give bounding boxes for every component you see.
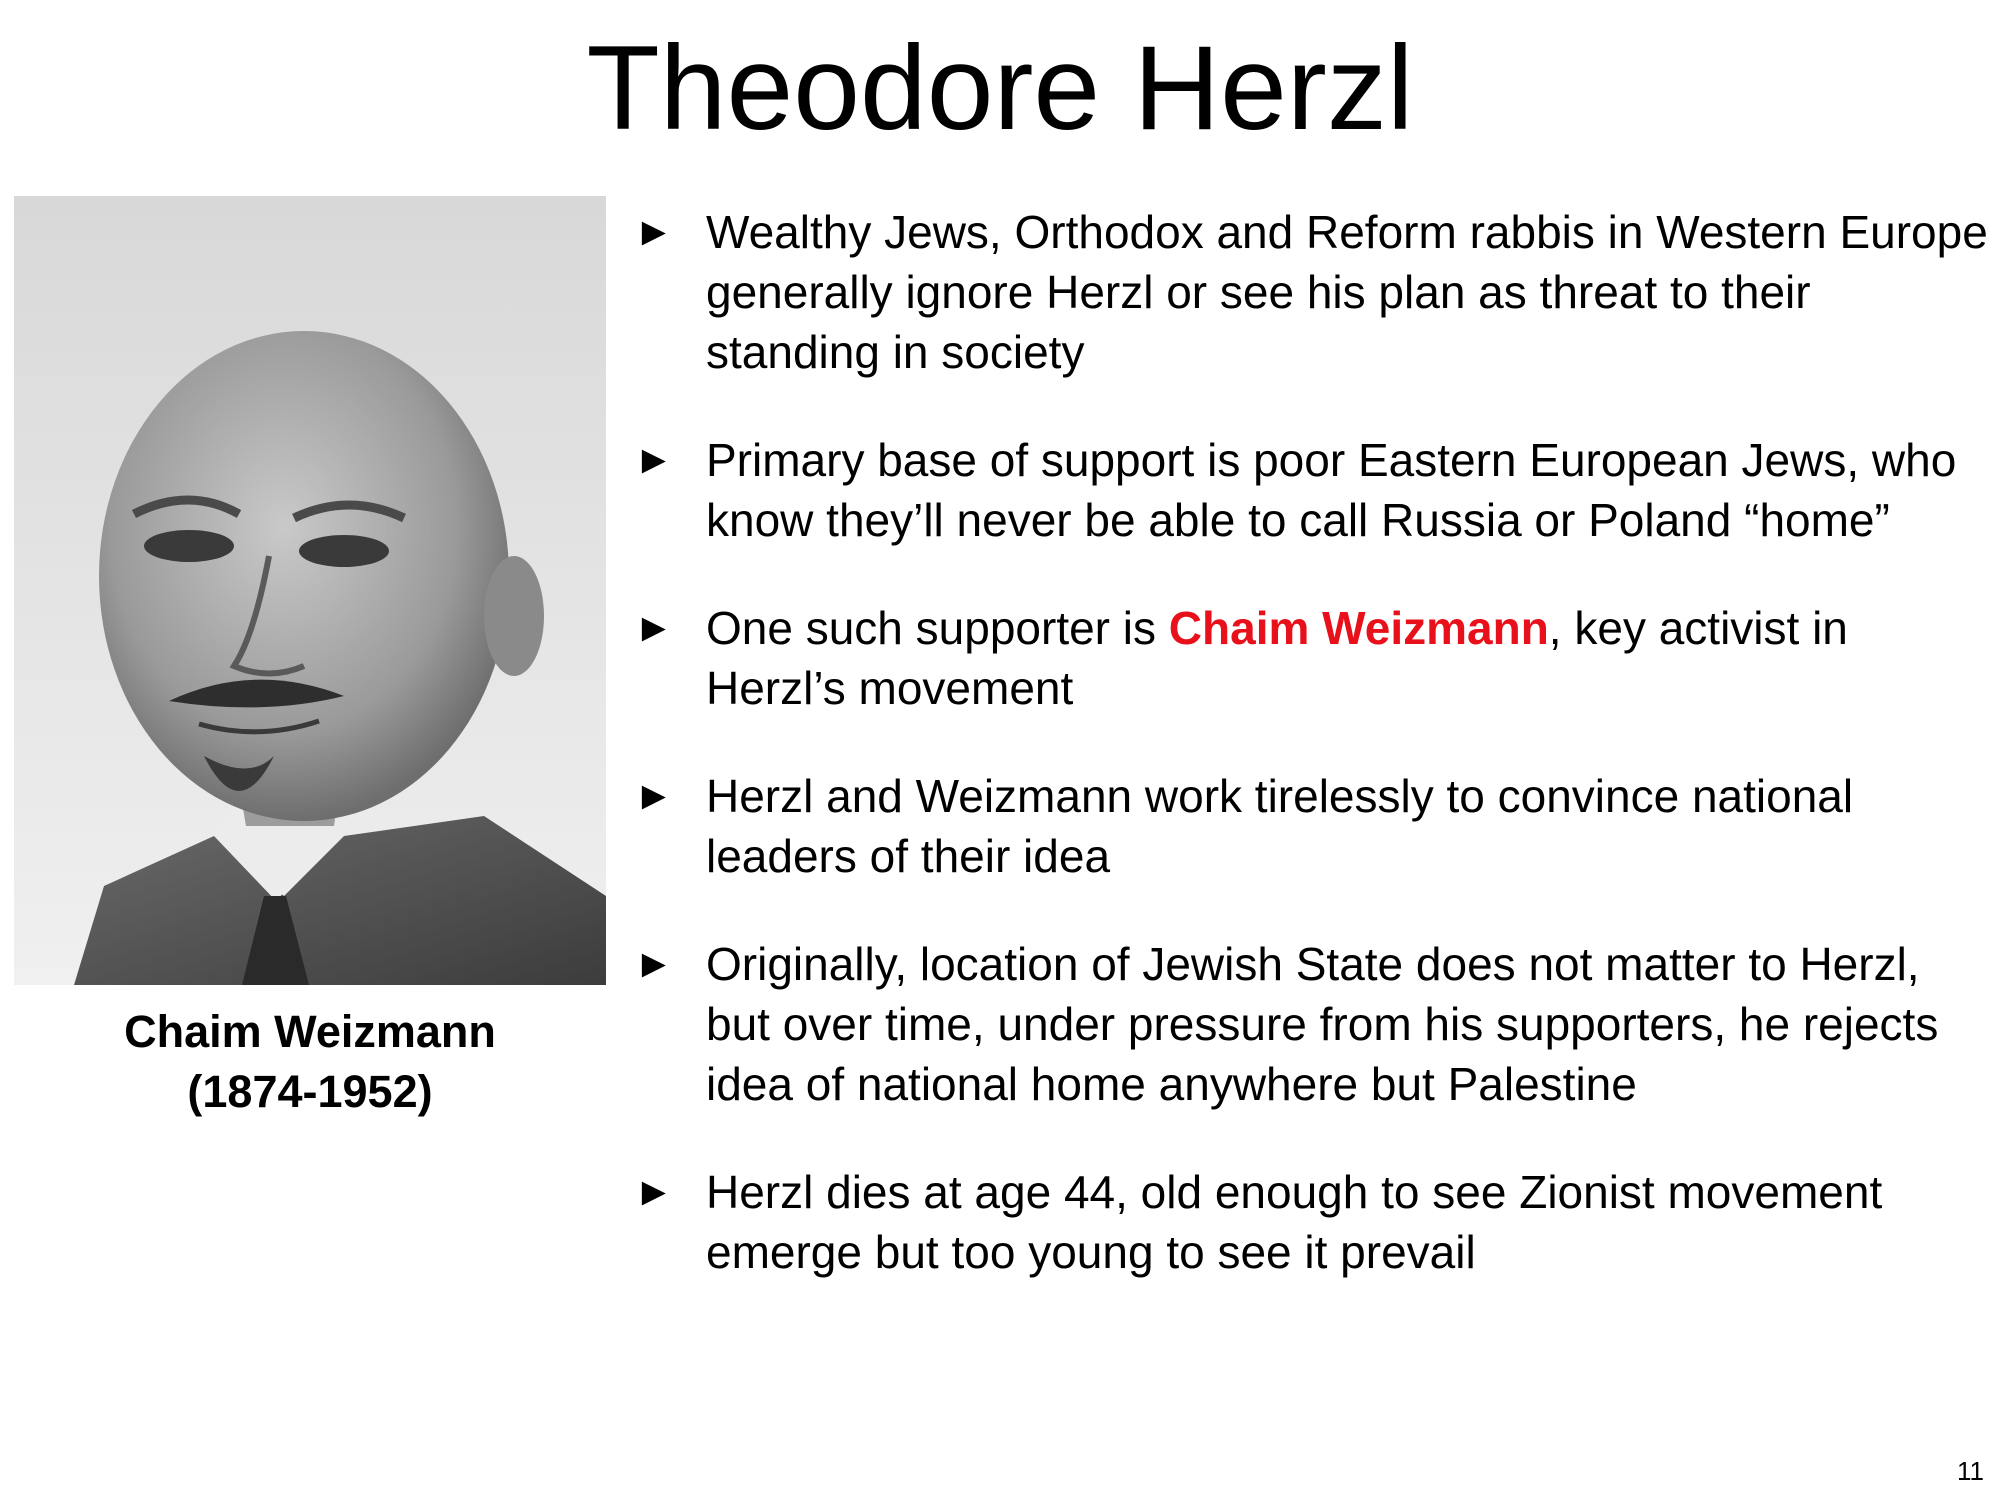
bullet-text [706,602,1848,714]
caption-name: Chaim Weizmann [124,1006,496,1057]
bullet-text: Wealthy Jews, Orthodox and Reform rabbis in Western Europe generally ignore Herzl or see his plan as threat to their standing in society [706,206,1988,378]
bullet-text: Primary base of support is poor Eastern European Jews, who know they’ll never be able to call Russia or Poland “home” [706,434,1957,546]
bullet-arrow-icon: ► [634,1170,674,1214]
bullet-text-before: One such supporter is [706,602,1169,654]
bullet-text: Originally, location of Jewish State does not matter to Herzl, but over time, under pressure from his supporters, he rejects idea of national home anywhere but Palestine [706,938,1939,1110]
caption-years: (1874-1952) [187,1066,433,1117]
bullet-arrow-icon: ► [634,774,674,818]
portrait-photo [14,196,606,985]
page-number: 11 [1957,1456,1984,1486]
bullet-item [634,766,1994,886]
bullet-text-after: , key activist in Herzl’s movement [706,602,1848,714]
bullet-item [634,1162,1994,1282]
bullet-arrow-icon: ► [634,438,674,482]
bullet-item [634,430,1994,550]
bullet-item [634,202,1994,382]
slide-title: Theodore Herzl [586,21,1414,155]
bullet-item [634,934,1994,1114]
bullet-arrow-icon: ► [634,606,674,650]
portrait-caption [14,1002,606,1122]
bullet-arrow-icon: ► [634,942,674,986]
highlighted-name: Chaim Weizmann [1168,602,1549,654]
portrait-illustration [14,196,606,985]
bullet-item [634,598,1994,718]
bullet-text: Herzl dies at age 44, old enough to see Zionist movement emerge but too young to see it prevail [706,1166,1883,1278]
bullet-arrow-icon: ► [634,210,674,254]
bullet-list [634,202,1994,1282]
bullet-text: Herzl and Weizmann work tirelessly to convince national leaders of their idea [706,770,1854,882]
